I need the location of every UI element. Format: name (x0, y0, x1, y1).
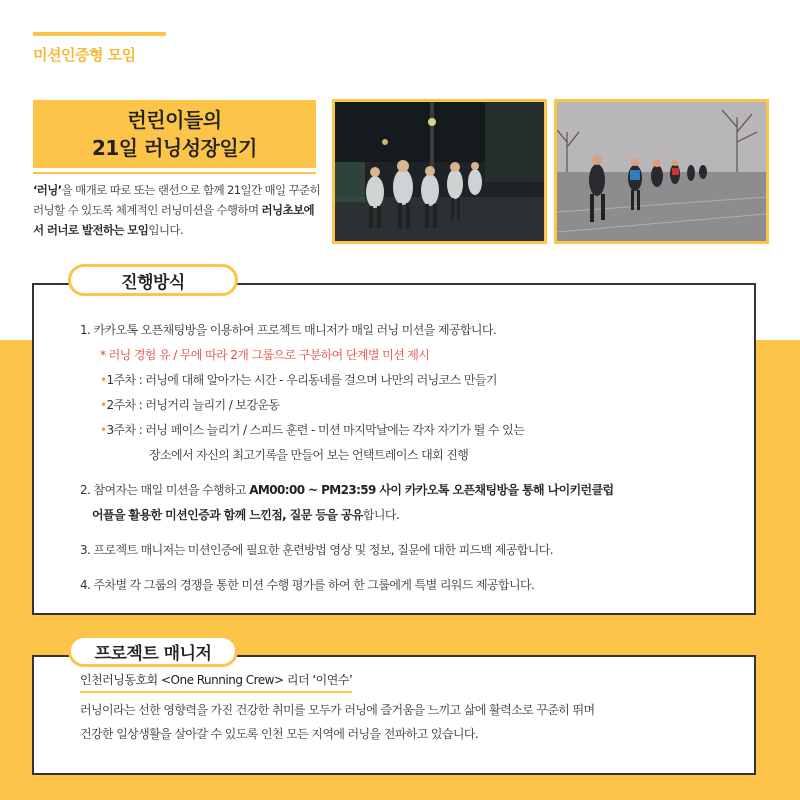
week-3-label: 3주차 (106, 423, 136, 437)
week-1-text: : 러닝에 대해 알아가는 시간 - 우리동네를 걸으며 나만의 러닝코스 만들기 (135, 373, 497, 387)
process-list (80, 318, 740, 598)
week-2-label: 2주차 (106, 398, 136, 412)
title-box (33, 100, 316, 168)
week-3-item (80, 418, 740, 443)
intro-highlight: 러닝초보에서 러너로 발전하는 모임 (33, 203, 315, 237)
item-2-bold: AM00:00 ~ PM23:59 사이 카카오톡 오픈채팅방을 통해 나이키런클럽 (249, 483, 614, 497)
process-heading: 진행방식 (68, 264, 238, 296)
manager-title: 인천러닝동호회 <One Running Crew> 리더 ‘이연수’ (80, 671, 352, 693)
bullet-icon: • (100, 398, 107, 412)
dusk-drill-image (557, 102, 766, 241)
bullet-icon: • (100, 373, 107, 387)
process-item-2-cont (80, 503, 740, 528)
item-2-end: 합니다. (362, 508, 400, 522)
intro-paragraph (33, 180, 323, 240)
photo-dusk-drill (554, 99, 769, 244)
week-3-continued: 장소에서 자신의 최고기록을 만들어 보는 언택트레이스 대회 진행 (149, 448, 469, 462)
title-underline (33, 172, 316, 174)
week-3-text: : 러닝 페이스 늘리기 / 스피드 훈련 - 미션 마지막날에는 각자 자기가 뛸 수 있는 (135, 423, 525, 437)
week-2-item (80, 393, 740, 418)
process-note: * 러닝 경험 유 / 무에 따라 2개 그룹으로 구분하여 단계별 미션 제시 (100, 348, 430, 362)
title-line-1: 런린이들의 (127, 108, 222, 132)
intro-keyword: ‘러닝’ (33, 183, 62, 197)
header-accent-line (33, 32, 166, 36)
intro-end: 입니다. (148, 223, 183, 237)
week-1-label: 1주차 (106, 373, 136, 387)
manager-desc-line-2: 건강한 일상생활을 살아갈 수 있도록 인천 모든 지역에 러닝을 전파하고 있습니다. (80, 727, 479, 741)
photo-night-run (332, 99, 547, 244)
process-item-2 (80, 478, 740, 503)
item-2-pre: 2. 참여자는 매일 미션을 수행하고 (80, 483, 250, 497)
manager-description (80, 698, 740, 746)
week-2-text: : 러닝거리 늘리기 / 보강운동 (135, 398, 280, 412)
item-2-bold-2: 어플을 활용한 미션인증과 함께 느낀점, 질문 등을 공유 (92, 508, 363, 522)
process-item-3: 3. 프로젝트 매니저는 미션인증에 필요한 훈련방법 영상 및 정보, 질문에 대한 피드백 제공합니다. (80, 543, 553, 557)
night-run-image (335, 102, 544, 241)
bullet-icon: • (100, 423, 107, 437)
category-label: 미션인증형 모임 (33, 46, 136, 64)
week-1-item (80, 368, 740, 393)
intro-text: 을 매개로 따로 또는 랜선으로 함께 21일간 매일 꾸준히 러닝할 수 있도록 체계적인 러닝미션을 수행하며 (33, 183, 321, 217)
manager-heading: 프로젝트 매니저 (68, 635, 238, 667)
manager-desc-line-1: 러닝이라는 선한 영향력을 가진 건강한 취미를 모두가 러닝에 즐거움을 느끼고 삶에 활력소로 꾸준히 뛰며 (80, 703, 595, 717)
title-line-2: 21일 러닝성장일기 (91, 136, 258, 160)
process-item-4: 4. 주차별 각 그룹의 경쟁을 통한 미션 수행 평가를 하여 한 그룹에게 특별 리워드 제공합니다. (80, 578, 535, 592)
process-item-1: 1. 카카오톡 오픈채팅방을 이용하여 프로젝트 매니저가 매일 러닝 미션을 제공합니다. (80, 323, 497, 337)
